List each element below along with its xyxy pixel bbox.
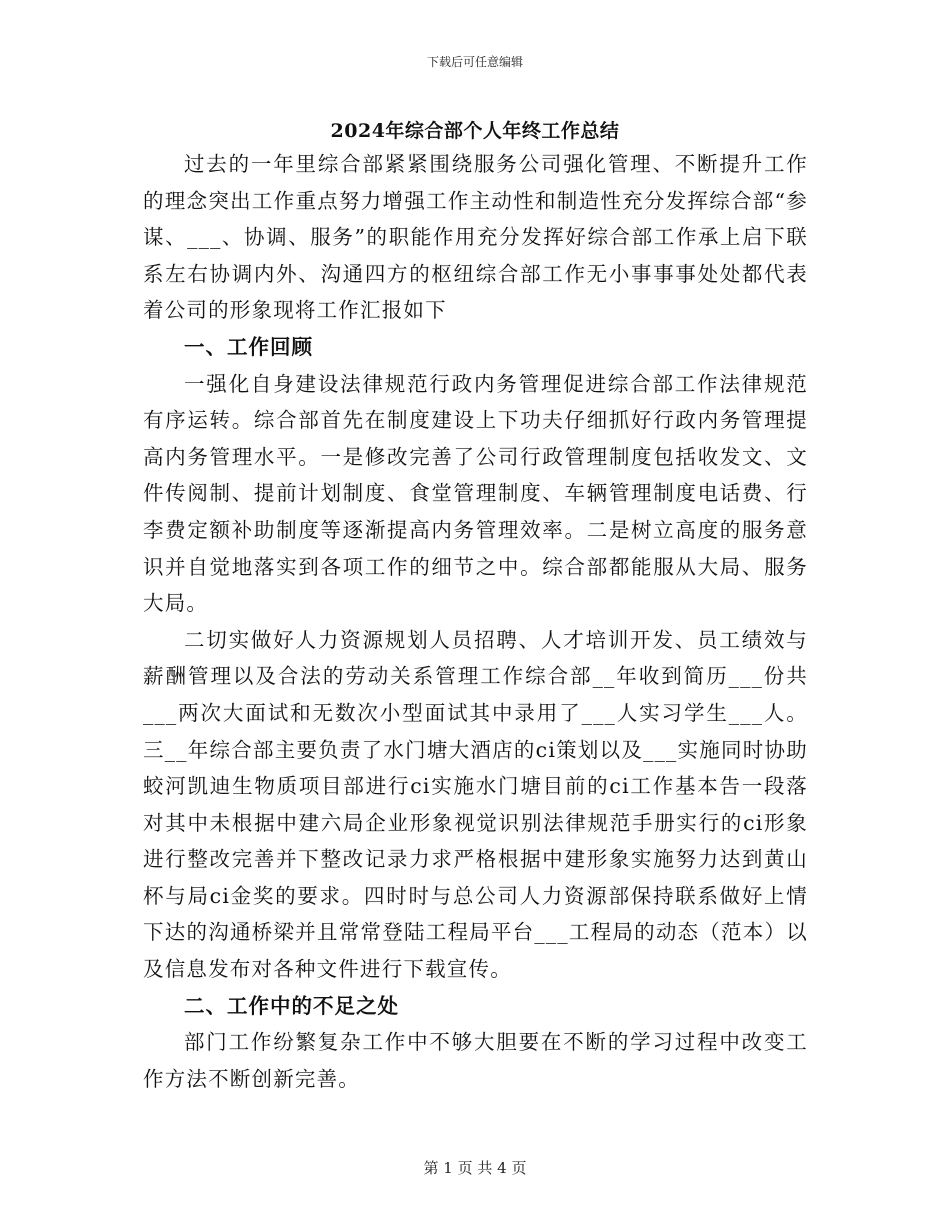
shortcomings-paragraph-1: 部门工作纷繁复杂工作中不够大胆要在不断的学习过程中改变工作方法不断创新完善。 <box>143 1030 808 1091</box>
document-body <box>143 146 808 1097</box>
section-heading-shortcomings: 二、工作中的不足之处 <box>184 993 399 1018</box>
intro-paragraph: 过去的一年里综合部紧紧围绕服务公司强化管理、不断提升工作的理念突出工作重点努力增强工作主动性和制造性充分发挥综合部“参谋、___、协调、服务”的职能作用充分发挥好综合部工作承上启下联系左右协调内外、沟通四方的枢纽综合部工作无小事事事处处都代表着公司的形象现将工作汇报如下 <box>143 152 808 323</box>
section-heading-review: 一、工作回顾 <box>184 334 313 359</box>
review-paragraph-1: 一强化自身建设法律规范行政内务管理促进综合部工作法律规范有序运转。综合部首先在制度建设上下功夫仔细抓好行政内务管理提高内务管理水平。一是修改完善了公司行政管理制度包括收发文、文件传阅制、提前计划制度、食堂管理制度、车辆管理制度电话费、行李费定额补助制度等逐渐提高内务管理效率。二是树立高度的服务意识并自觉地落实到各项工作的细节之中。综合部都能服从大局、服务大局。 <box>143 371 808 616</box>
document-title: 2024年综合部个人年终工作总结 <box>330 120 620 142</box>
header-note: 下载后可任意编辑 <box>426 55 523 69</box>
review-paragraph-2: 二切实做好人力资源规划人员招聘、人才培训开发、员工绩效与薪酬管理以及合法的劳动关系管理工作综合部__年收到简历___份共___两次大面试和无数次小型面试其中录用了___人实习学生___人。三__年综合部主要负责了水门塘大酒店的ci策划以及___实施同时协助蛟河凯迪生物质项目部进行ci实施水门塘目前的ci工作基本告一段落对其中未根据中建六局企业形象视觉识别法律规范手册实行的ci形象进行整改完善并下整改记录力求严格根据中建形象实施努力达到黄山杯与局ci金奖的要求。四时时与总公司人力资源部保持联系做好上情下达的沟通桥梁并且常常登陆工程局平台___工程局的动态（范本）以及信息发布对各种文件进行下载宣传。 <box>143 627 808 982</box>
page-number: 第 1 页 共 4 页 <box>423 1159 527 1177</box>
